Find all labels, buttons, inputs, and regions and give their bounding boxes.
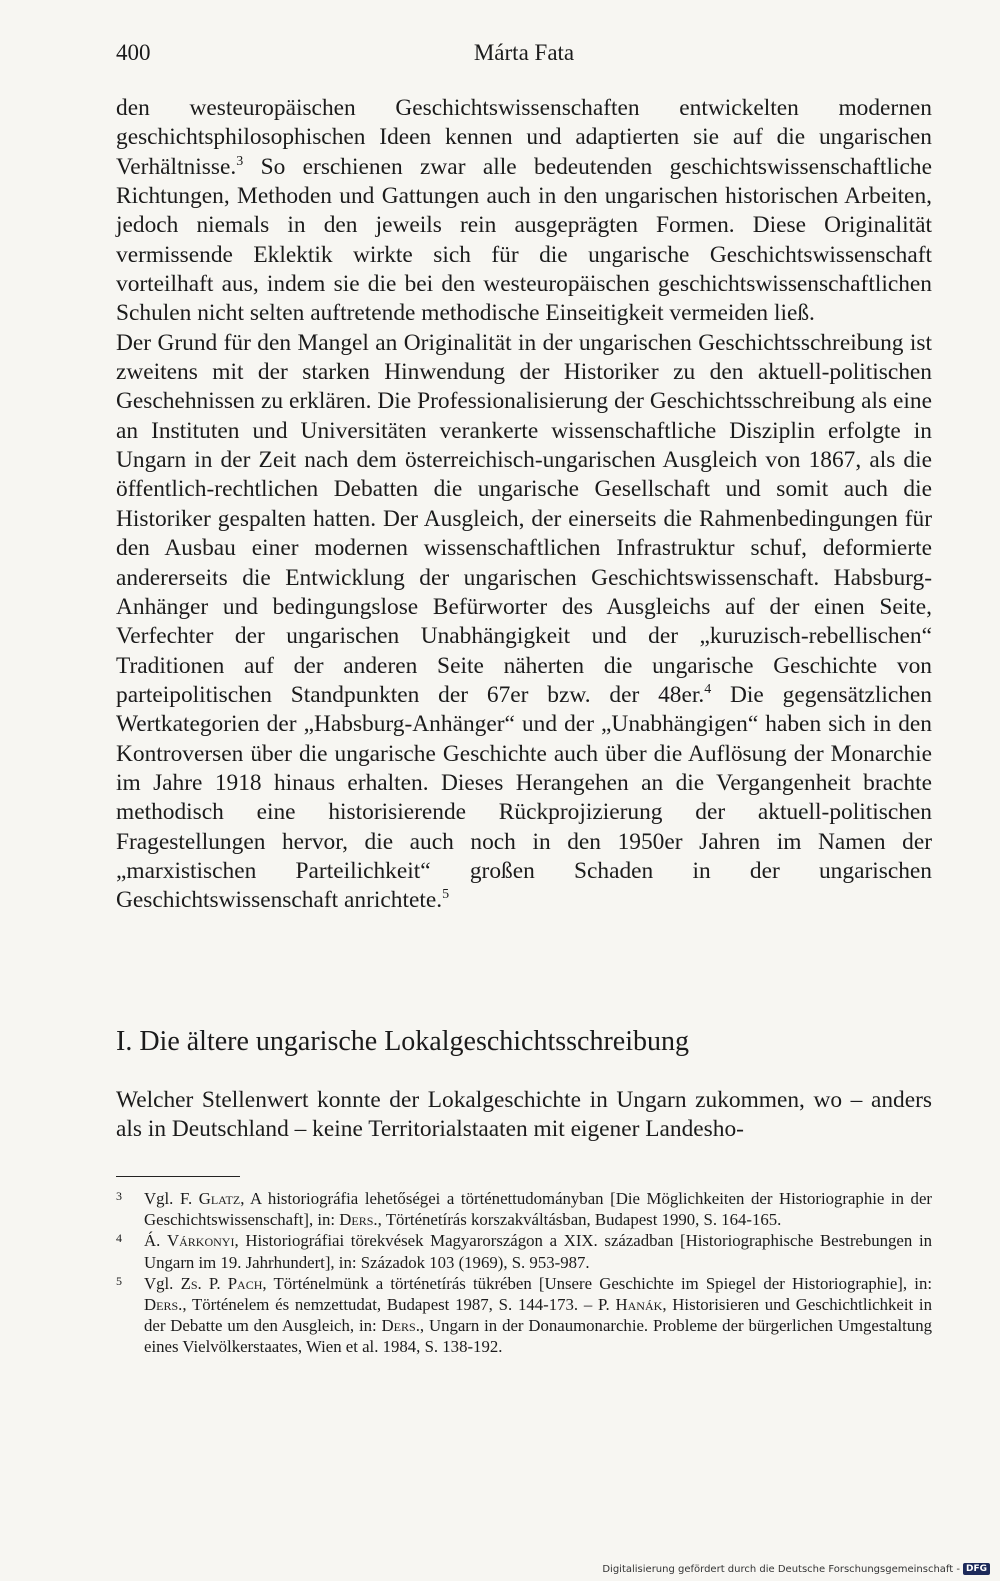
paragraph-text: So erschienen zwar alle bedeutenden geschichtswissenschaftliche Richtungen, Methoden und Gattungen auch in den ungarischen historischen Arbeiten, jedoch niemals in den jeweils rein ausgeprägten Formen. Diese Originalität vermissende Eklektik wirkte sich für die ungarische Geschichtswissenschaft vorteilhaft aus, indem sie die bei den westeuropäischen geschichtswissenschaftlichen Schulen nicht selten auftretende methodische Einseitigkeit vermeiden ließ. (116, 153, 932, 327)
footnote-ders: Ders (144, 1295, 179, 1315)
footnote-author: Glatz (198, 1189, 241, 1208)
footnote-text: , A historiográfia lehetőségei a történettudományban [Die Möglichkeiten der Historiographie in der Geschichtswissenschaft], in: (144, 1189, 932, 1230)
section-heading: I. Die ältere ungarische Lokalgeschichtsschreibung (116, 1026, 690, 1057)
footnote (116, 1230, 932, 1272)
footnote (116, 1188, 932, 1230)
footnote (116, 1273, 932, 1358)
footnote-ref[interactable]: 3 (236, 153, 244, 169)
body-text (116, 94, 932, 916)
dfg-logo: DFG (963, 1563, 990, 1575)
footnote-number: 5 (116, 1273, 122, 1288)
running-head (116, 40, 932, 72)
paragraph-text: den westeuropäischen Geschichtswissenschaften entwickelten modernen geschichtsphilosophischen Ideen kennen und adaptierten sie auf die ungarischen Verhältnisse. (116, 95, 932, 180)
page-number: 400 (116, 40, 151, 65)
footnote-text: , Historisieren und Geschichtlichkeit in der Debatte um den Ausgleich, in: (144, 1295, 932, 1336)
footnote-author: Várkonyi (167, 1231, 235, 1251)
footnote-text: , Történelmünk a történetírás tükrében [Unsere Geschichte im Spiegel der Historiographie], in: (262, 1273, 932, 1293)
footnote-text: , Historiográfiai törekvések Magyarországon a XIX. században [Historiographische Bestrebungen in Ungarn im 19. Jahrhundert], in: Századok 103 (1969), S. 953-987. (144, 1231, 932, 1272)
paragraph (116, 329, 932, 916)
footnote-text: ., Történelem és nemzettudat, Budapest 1987, S. 144-173. – P. (178, 1295, 616, 1315)
footnote-divider (116, 1176, 240, 1177)
footnote-author: Zs. P. Pach (180, 1273, 263, 1293)
footnote-ders: Ders (381, 1316, 416, 1336)
footnote-text: ., Ungarn in der Donaumonarchie. Probleme der bürgerlichen Umgestaltung eines Vielvölkerstaates, Wien et al. 1984, S. 138-192. (144, 1316, 933, 1357)
paragraph-text: Die gegensätzlichen Wertkategorien der „Habsburg-Anhänger“ und der „Unabhängigen“ haben sich in den Kontroversen über die ungarische Geschichte auch über die Auflösung der Monarchie im Jahre 1918 hinaus erhalten. Dieses Herangehen an die Vergangenheit brachte methodisch eine historisierende Rückprojizierung der aktuell-politischen Fragestellungen hervor, die auch noch in den 1950er Jahren im Namen der „marxistischen Parteilichkeit“ großen Schaden in der ungarischen Geschichtswissenschaft anrichtete. (116, 681, 932, 914)
footnote-ref[interactable]: 4 (704, 682, 712, 698)
footnote-ref[interactable]: 5 (442, 887, 450, 903)
footnote-number: 4 (116, 1231, 122, 1246)
section-paragraph: Welcher Stellenwert konnte der Lokalgeschichte in Ungarn zukommen, wo – anders als in Deutschland – keine Territorialstaaten mit eigener Landesho- (116, 1087, 932, 1143)
footnotes (116, 1188, 932, 1358)
footnote-text: Vgl. F. (144, 1189, 199, 1208)
paragraph-text: Der Grund für den Mangel an Originalität in der ungarischen Geschichtsschreibung ist zweitens mit der starken Hinwendung der Historiker zu den aktuell-politischen Geschehnissen zu erklären. Die Professionalisierung der Geschichtsschreibung als eine an Instituten und Universitäten verankerte wissenschaftliche Disziplin erfolgte in Ungarn in der Zeit nach dem österreichisch-ungarischen Ausgleich von 1867, als die öffentlich-rechtlichen Debatten die ungarische Gesellschaft und somit auch die Historiker gespalten hatten. Der Ausgleich, der einerseits die Rahmenbedingungen für den Ausbau einer modernen wissenschaftlichen Infrastruktur schuf, deformierte andererseits die Entwicklung der ungarischen Geschichtswissenschaft. Habsburg-Anhänger und bedingungslose Befürworter des Ausgleichs auf der einen Seite, Verfechter der ungarischen Unabhängigkeit und der „kuruzisch-rebellischen“ Traditionen auf der anderen Seite näherten die ungarische Geschichte von parteipolitischen Standpunkten der 67er bzw. der 48er. (116, 329, 932, 708)
footnote-text: Vgl. (144, 1273, 181, 1293)
running-head-author: Márta Fata (473, 40, 575, 65)
footnote-text: ., Történetírás korszakváltásban, Budapest 1990, S. 164-165. (373, 1210, 782, 1230)
footnote-text: Á. (144, 1231, 167, 1251)
footnote-number: 3 (116, 1189, 122, 1203)
footnote-author: Hanák (615, 1295, 663, 1315)
credit-text: Digitalisierung gefördert durch die Deutsche Forschungsgemeinschaft - (602, 1563, 960, 1575)
footnote-ders: Ders (339, 1210, 374, 1230)
paragraph (116, 94, 932, 329)
digitization-credit (602, 1563, 990, 1575)
